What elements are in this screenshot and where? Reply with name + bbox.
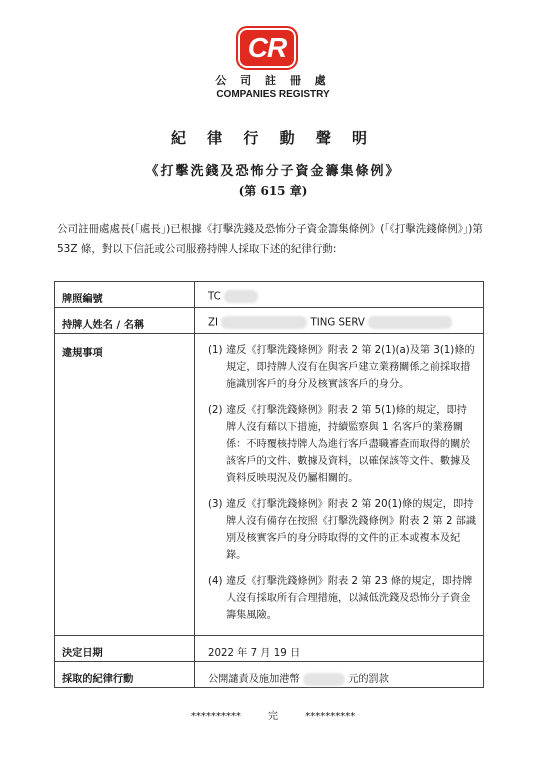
table-row (55, 334, 484, 636)
redaction-mark (368, 316, 452, 329)
contravention-item (208, 573, 477, 624)
org-name-en: COMPANIES REGISTRY (216, 89, 330, 100)
licensee-name-start: ZI (208, 317, 218, 329)
end-of-document (0, 707, 546, 722)
logo-text: CR (247, 32, 287, 63)
redaction-mark (224, 290, 258, 303)
decision-date-label: 決定日期 (55, 636, 195, 662)
chapter-number: (第 615 章) (238, 184, 308, 198)
redaction-mark (221, 316, 307, 329)
licensee-name-mid: TING SERV (310, 317, 365, 329)
action-taken-label: 採取的紀律行動 (55, 662, 195, 688)
intro-paragraph: 公司註冊處處長(「處長」)已根據《打擊洗錢及恐怖分子資金籌集條例》(「《打擊洗錢條例》」)第 53Z 條，對以下信託或公司服務持牌人採取下述的紀律行動: (57, 223, 483, 255)
table-row (55, 662, 484, 688)
action-text-end: 元的罰款 (348, 674, 389, 685)
table-row (55, 636, 484, 662)
table-row (55, 282, 484, 308)
companies-registry-logo (236, 26, 298, 70)
contravention-label: 違規事項 (55, 334, 195, 636)
contravention-text: 違反《打擊洗錢條例》附表 2 第 5(1)條的規定，即持牌人沒有藉以下措施，持續監察與 1 名客戶的業務關係：不時覆核持牌人為進行客戶盡職審查而取得的關於該客戶的文件、數據及資料，以確保該等文件、數據及資料反映現況及仍屬相關的。 (226, 405, 471, 484)
licence-no-label: 牌照編號 (55, 282, 195, 308)
contravention-item (208, 342, 477, 393)
contravention-text: 違反《打擊洗錢條例》附表 2 第 2(1)(a)及第 3(1)條的規定，即持牌人沒有在與客戶建立業務關係之前採取措施識別客戶的身分及核實該客戶的身分。 (226, 345, 475, 390)
table-row (55, 308, 484, 334)
end-stars-left: ********** (190, 711, 241, 722)
licence-no-text: TC (208, 291, 221, 303)
contravention-number: (3) (208, 499, 223, 510)
action-text-start: 公開譴責及施加港幣 (208, 674, 300, 685)
decision-date-value: 2022 年 7 月 19 日 (195, 636, 484, 662)
action-taken-value (195, 662, 484, 688)
contravention-item (208, 496, 477, 564)
org-name-zh: 公 司 註 冊 處 (215, 74, 331, 87)
disciplinary-action-table (54, 281, 484, 688)
contravention-item (208, 402, 477, 487)
licensee-name-value (195, 308, 484, 334)
contravention-text: 違反《打擊洗錢條例》附表 2 第 20(1)條的規定，即持牌人沒有備存在按照《打擊洗錢條例》附表 2 第 2 部識別及核實客戶的身分時取得的文件的正本或複本及紀錄。 (226, 499, 477, 561)
licence-no-value (195, 282, 484, 308)
end-mark: 完 (268, 711, 278, 722)
contravention-list (195, 334, 484, 636)
end-stars-right: ********** (305, 711, 356, 722)
licensee-name-label: 持牌人姓名 / 名稱 (55, 308, 195, 334)
contravention-number: (4) (208, 576, 223, 587)
redaction-mark (303, 673, 345, 686)
contravention-number: (2) (208, 405, 223, 416)
contravention-text: 違反《打擊洗錢條例》附表 2 第 23 條的規定，即持牌人沒有採取所有合理措施，以減低洗錢及恐怖分子資金籌集風險。 (226, 576, 473, 621)
document-title: 紀 律 行 動 聲 明 (170, 129, 376, 147)
document-subtitle: 《打擊洗錢及恐怖分子資金籌集條例》 (145, 164, 401, 179)
contravention-number: (1) (208, 345, 223, 356)
